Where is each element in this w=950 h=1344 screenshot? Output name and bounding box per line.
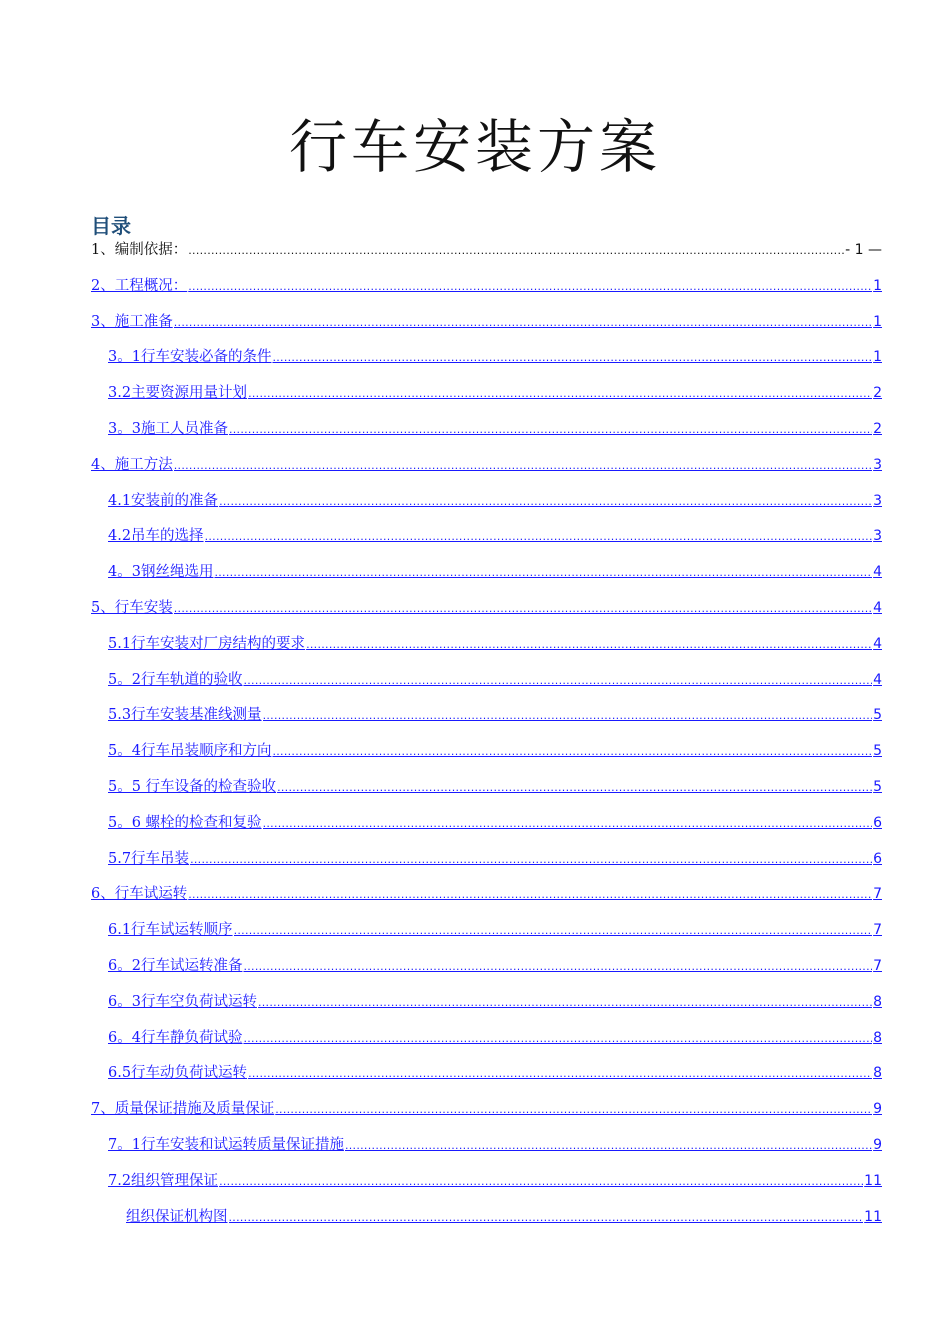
- toc-entry-label: 5.3行车安装基准线测量: [108, 707, 262, 724]
- toc-entry[interactable]: [91, 1197, 882, 1233]
- toc-page-number: 1: [873, 349, 882, 366]
- toc-entry-line: [108, 957, 882, 976]
- toc-page-number: 4: [873, 599, 882, 616]
- toc-entry-line: [108, 635, 882, 654]
- toc-dot-leader: [188, 886, 872, 904]
- toc-dot-leader: [272, 349, 872, 367]
- toc-page-number: 8: [873, 993, 882, 1010]
- document-title: 行车安装方案: [288, 113, 661, 181]
- toc-entry[interactable]: [91, 588, 882, 624]
- toc-entry-label: 2、工程概况：: [91, 277, 188, 294]
- toc-entry-line: [108, 1064, 882, 1083]
- toc-entry-label: 5.7行车吊装: [108, 850, 190, 867]
- toc-dot-leader: [243, 1030, 872, 1048]
- toc-entry[interactable]: [91, 302, 882, 338]
- toc-page-number: 5: [873, 707, 882, 724]
- toc-dot-leader: [275, 1101, 872, 1119]
- toc-page-number: 5: [873, 743, 882, 760]
- toc-entry-label: 6。3行车空负荷试运转: [108, 993, 257, 1010]
- toc-entry[interactable]: [91, 1125, 882, 1161]
- toc-entry-label: 6。2行车试运转准备: [108, 957, 243, 974]
- toc-entry[interactable]: [91, 731, 882, 767]
- toc-page-number: 3: [873, 456, 882, 473]
- toc-entry-label: 3、施工准备: [91, 313, 173, 330]
- toc-heading: 目录: [91, 214, 131, 238]
- toc-entry[interactable]: [91, 660, 882, 696]
- toc-entry-label: 6、行车试运转: [91, 886, 188, 903]
- toc-dot-leader: [190, 851, 872, 869]
- toc-entry-label: 3.2主要资源用量计划: [108, 385, 248, 402]
- toc-entry[interactable]: [91, 839, 882, 875]
- toc-entry[interactable]: [91, 910, 882, 946]
- toc-entry-line: [91, 241, 882, 260]
- toc-entry-label: 3。3施工人员准备: [108, 420, 228, 437]
- toc-page-number: 6: [873, 814, 882, 831]
- toc-entry-label: 1、编制依据：: [91, 242, 188, 258]
- toc-entry-line: [91, 313, 882, 332]
- toc-entry-line: [108, 1029, 882, 1048]
- toc-page-number: 8: [873, 1029, 882, 1046]
- toc-entry-label: 6.1行车试运转顺序: [108, 922, 233, 939]
- toc-dot-leader: [219, 1173, 863, 1191]
- toc-entry-line: [108, 993, 882, 1012]
- toc-page-number: - 1 —: [845, 242, 882, 258]
- toc-entry-line: [108, 814, 882, 833]
- toc-entry[interactable]: [91, 409, 882, 445]
- toc-dot-leader: [219, 493, 872, 511]
- toc-entry: [91, 238, 882, 266]
- toc-entry-label: 7。1行车安装和试运转质量保证措施: [108, 1136, 344, 1153]
- toc-dot-leader: [205, 528, 873, 546]
- toc-dot-leader: [234, 922, 873, 940]
- toc-entry-line: [91, 599, 882, 618]
- toc-entry[interactable]: [91, 517, 882, 553]
- toc-entry-line: [91, 885, 882, 904]
- toc-dot-leader: [248, 1065, 872, 1083]
- toc-page-number: 11: [864, 1172, 882, 1189]
- toc-entry-line: [108, 850, 882, 869]
- toc-page-number: 2: [873, 420, 882, 437]
- toc-entry-label: 6.5行车动负荷试运转: [108, 1065, 248, 1082]
- toc-entry[interactable]: [91, 803, 882, 839]
- toc-dot-leader: [263, 815, 873, 833]
- toc-dot-leader: [243, 958, 872, 976]
- toc-entry-label: 3。1行车安装必备的条件: [108, 349, 272, 366]
- toc-dot-leader: [272, 743, 872, 761]
- toc-entry[interactable]: [91, 696, 882, 732]
- toc-dot-leader: [214, 564, 872, 582]
- toc-dot-leader: [188, 278, 872, 296]
- toc-entry[interactable]: [91, 982, 882, 1018]
- toc-entry-label: 5。6 螺栓的检查和复验: [108, 814, 262, 831]
- toc-entry-label: 5.1行车安装对厂房结构的要求: [108, 635, 306, 652]
- toc-entry[interactable]: [91, 875, 882, 911]
- toc-entry-line: [108, 1172, 882, 1191]
- toc-entry[interactable]: [91, 481, 882, 517]
- toc-page-number: 3: [873, 492, 882, 509]
- toc-entry-label: 组织保证机构图: [126, 1208, 228, 1225]
- toc-entry[interactable]: [91, 1089, 882, 1125]
- toc-entry-label: 4。3钢丝绳选用: [108, 564, 214, 581]
- toc-entry-label: 4.2吊车的选择: [108, 528, 204, 545]
- toc-entry-line: [108, 384, 882, 403]
- toc-dot-leader: [345, 1137, 872, 1155]
- toc-entry[interactable]: [91, 1054, 882, 1090]
- toc-dot-leader: [229, 421, 872, 439]
- toc-entry-label: 5。5 行车设备的检查验收: [108, 778, 277, 795]
- toc-page-number: 9: [873, 1101, 882, 1118]
- toc-dot-leader: [174, 314, 872, 332]
- toc-entry-label: 5。4行车吊装顺序和方向: [108, 743, 272, 760]
- toc-entry-line: [108, 348, 882, 367]
- toc-page-number: 6: [873, 850, 882, 867]
- toc-entry-line: [108, 492, 882, 511]
- toc-page-number: 11: [864, 1208, 882, 1225]
- toc-dot-leader: [258, 994, 872, 1012]
- toc-entry-line: [108, 921, 882, 940]
- toc-dot-leader: [174, 600, 872, 618]
- toc-page-number: 4: [873, 671, 882, 688]
- toc-entry[interactable]: [91, 552, 882, 588]
- toc-dot-leader: [174, 457, 872, 475]
- toc-entry-line: [108, 778, 882, 797]
- toc-entry[interactable]: [91, 266, 882, 302]
- toc-entry-line: [126, 1208, 882, 1227]
- toc-page-number: 8: [873, 1065, 882, 1082]
- toc-page-number: 7: [873, 922, 882, 939]
- toc-page-number: 4: [873, 635, 882, 652]
- toc-entry[interactable]: [91, 338, 882, 374]
- toc-entry-line: [108, 706, 882, 725]
- toc-page-number: 3: [873, 528, 882, 545]
- toc-entry-line: [91, 456, 882, 475]
- toc-entry-line: [108, 742, 882, 761]
- toc-entry[interactable]: [91, 1161, 882, 1197]
- toc-dot-leader: [306, 636, 872, 654]
- toc-entry-label: 4.1安装前的准备: [108, 492, 219, 509]
- toc-dot-leader: [263, 707, 873, 725]
- toc-entry-line: [108, 671, 882, 690]
- toc-entry-label: 7.2组织管理保证: [108, 1172, 219, 1189]
- toc-dot-leader: [248, 385, 872, 403]
- toc-page-number: 1: [873, 313, 882, 330]
- toc-entry-line: [108, 1136, 882, 1155]
- toc-page-number: 2: [873, 385, 882, 402]
- toc-entry-label: 5、行车安装: [91, 599, 173, 616]
- toc-dot-leader: [229, 1209, 864, 1227]
- toc-entry[interactable]: [91, 624, 882, 660]
- toc-entry-line: [108, 563, 882, 582]
- toc-entry-line: [108, 420, 882, 439]
- table-of-contents: [91, 238, 882, 1233]
- toc-entry[interactable]: [91, 946, 882, 982]
- toc-page-number: 7: [873, 957, 882, 974]
- toc-dot-leader: [243, 672, 872, 690]
- toc-entry-label: 4、施工方法: [91, 456, 173, 473]
- toc-entry-line: [108, 527, 882, 546]
- toc-entry[interactable]: [91, 767, 882, 803]
- toc-entry[interactable]: [91, 373, 882, 409]
- toc-dot-leader: [277, 779, 872, 797]
- toc-page-number: 5: [873, 778, 882, 795]
- toc-entry-label: 6。4行车静负荷试验: [108, 1029, 243, 1046]
- toc-entry[interactable]: [91, 1018, 882, 1054]
- toc-entry-line: [91, 1100, 882, 1119]
- toc-entry-line: [91, 277, 882, 296]
- toc-page-number: 4: [873, 564, 882, 581]
- toc-page-number: 9: [873, 1136, 882, 1153]
- toc-entry-label: 7、质量保证措施及质量保证: [91, 1101, 275, 1118]
- toc-page-number: 7: [873, 886, 882, 903]
- toc-entry[interactable]: [91, 445, 882, 481]
- toc-page-number: 1: [873, 277, 882, 294]
- toc-dot-leader: [188, 242, 844, 260]
- toc-entry-label: 5。2行车轨道的验收: [108, 671, 243, 688]
